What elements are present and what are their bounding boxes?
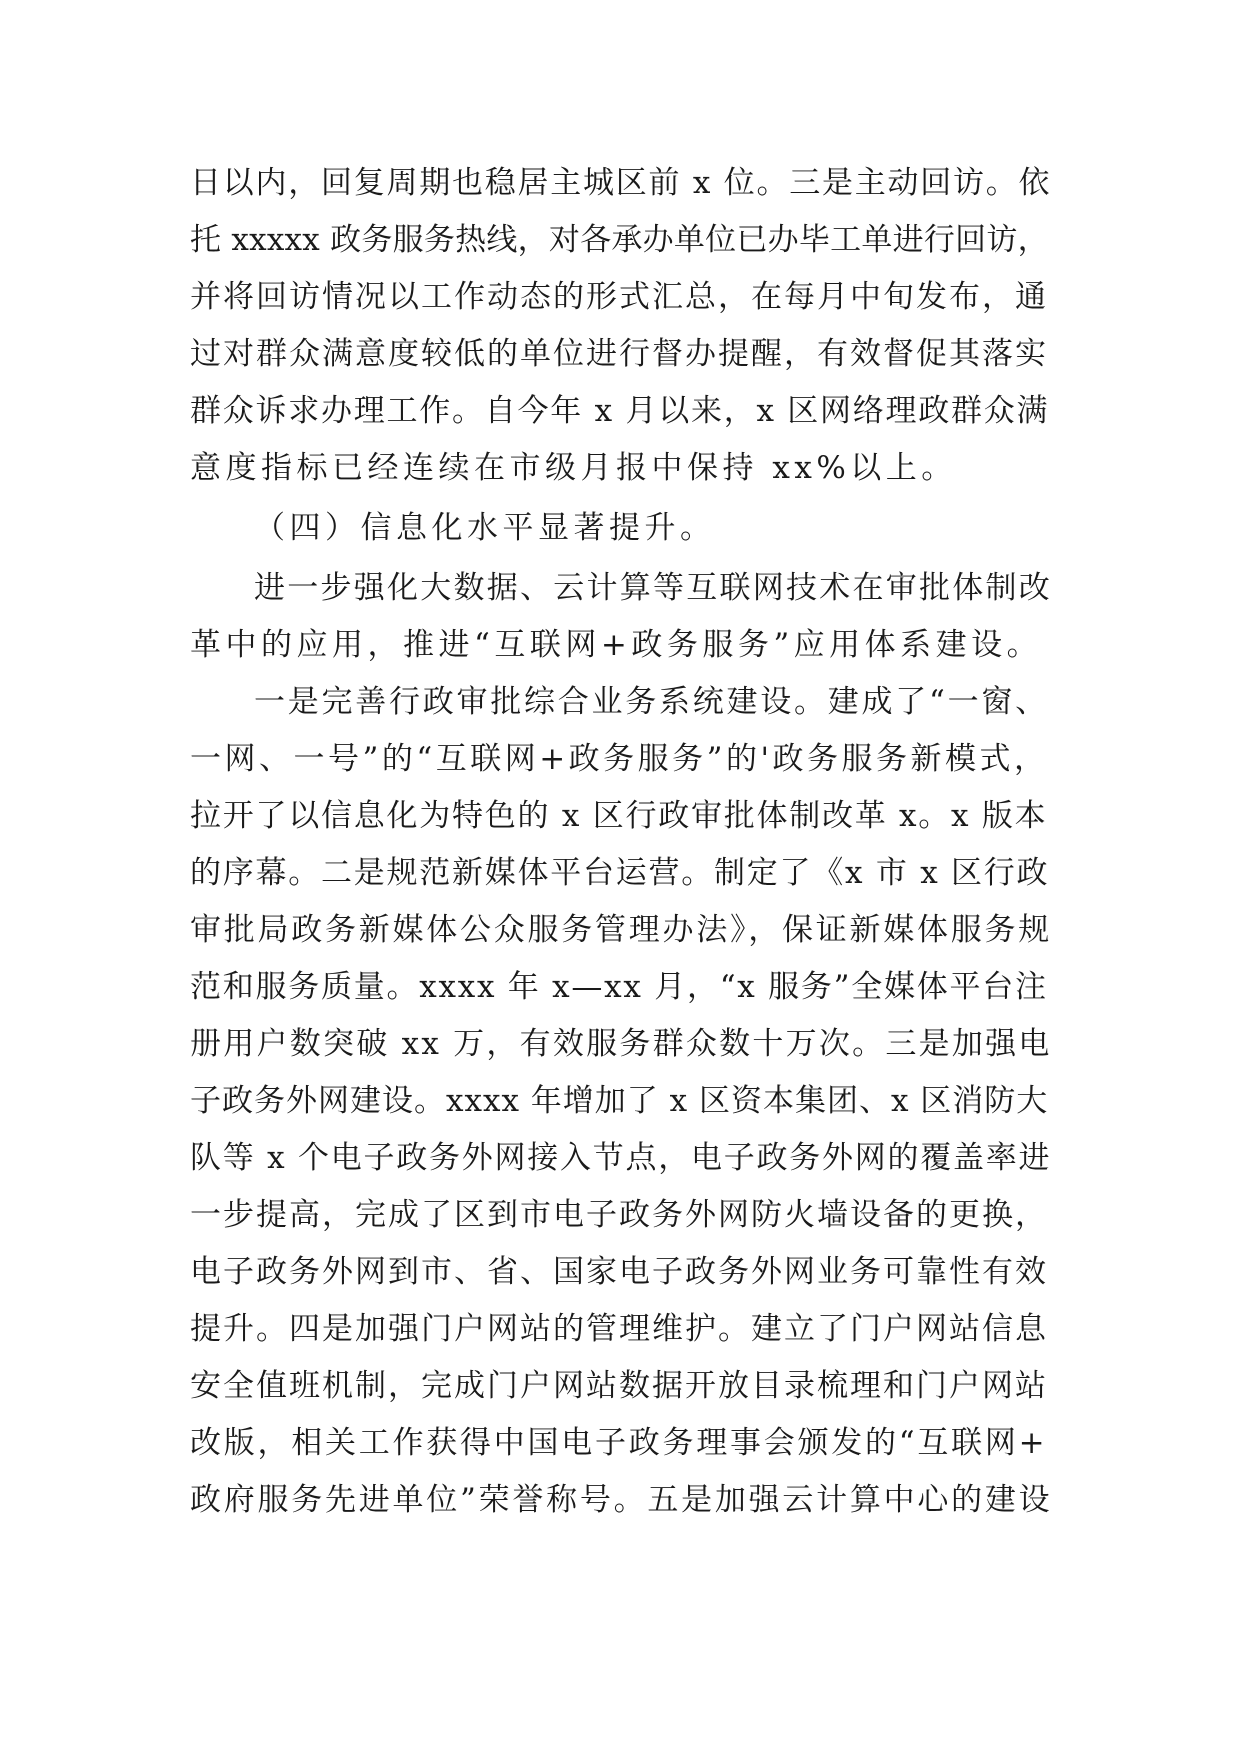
- text-line: 册用户数突破 xx 万，有效服务群众数十万次。三是加强电: [190, 1026, 1052, 1062]
- text-line: 电子政务外网到市、省、国家电子政务外网业务可靠性有效: [190, 1254, 1048, 1290]
- text-line: 意度指标已经连续在市级月报中保持 xx%以上。: [190, 450, 957, 486]
- text-line: 一步提高，完成了区到市电子政务外网防火墙设备的更换，: [190, 1197, 1048, 1233]
- text-line: 提升。四是加强门户网站的管理维护。建立了门户网站信息: [190, 1311, 1048, 1347]
- text-line: 范和服务质量。xxxx 年 x—xx 月，“x 服务”全媒体平台注: [190, 969, 1048, 1005]
- section-heading: （四）信息化水平显著提升。: [254, 510, 716, 546]
- text-line: 并将回访情况以工作动态的形式汇总，在每月中旬发布，通: [190, 279, 1048, 315]
- text-line: 托 xxxxx 政务服务热线，对各承办单位已办毕工单进行回访，: [190, 222, 1049, 258]
- text-line: 的序幕。二是规范新媒体平台运营。制定了《x 市 x 区行政: [190, 855, 1050, 891]
- text-line: 群众诉求办理工作。自今年 x 月以来，x 区网络理政群众满: [190, 393, 1050, 429]
- text-line: 安全值班机制，完成门户网站数据开放目录梳理和门户网站: [190, 1368, 1048, 1404]
- text-line: 日以内，回复周期也稳居主城区前 x 位。三是主动回访。依: [190, 165, 1052, 201]
- text-line: 革中的应用，推进“互联网+政务服务”应用体系建设。: [190, 627, 1043, 663]
- text-line: 拉开了以信息化为特色的 x 区行政审批体制改革 x。x 版本: [190, 798, 1048, 834]
- text-line: 队等 x 个电子政务外网接入节点，电子政务外网的覆盖率进: [190, 1140, 1052, 1176]
- paragraph-first-line: 进一步强化大数据、云计算等互联网技术在审批体制改: [254, 570, 1052, 606]
- text-line: 政府服务先进单位”荣誉称号。五是加强云计算中心的建设: [190, 1482, 1053, 1518]
- text-line: 改版，相关工作获得中国电子政务理事会颁发的“互联网+: [190, 1425, 1048, 1461]
- text-line: 过对群众满意度较低的单位进行督办提醒，有效督促其落实: [190, 336, 1048, 372]
- text-line: 审批局政务新媒体公众服务管理办法》，保证新媒体服务规: [190, 912, 1052, 948]
- text-line: 一网、一号”的“互联网+政务服务”的'政务服务新模式，: [190, 741, 1049, 777]
- paragraph-first-line: 一是完善行政审批综合业务系统建设。建成了“一窗、: [254, 684, 1049, 720]
- text-line: 子政务外网建设。xxxx 年增加了 x 区资本集团、x 区消防大: [190, 1083, 1049, 1119]
